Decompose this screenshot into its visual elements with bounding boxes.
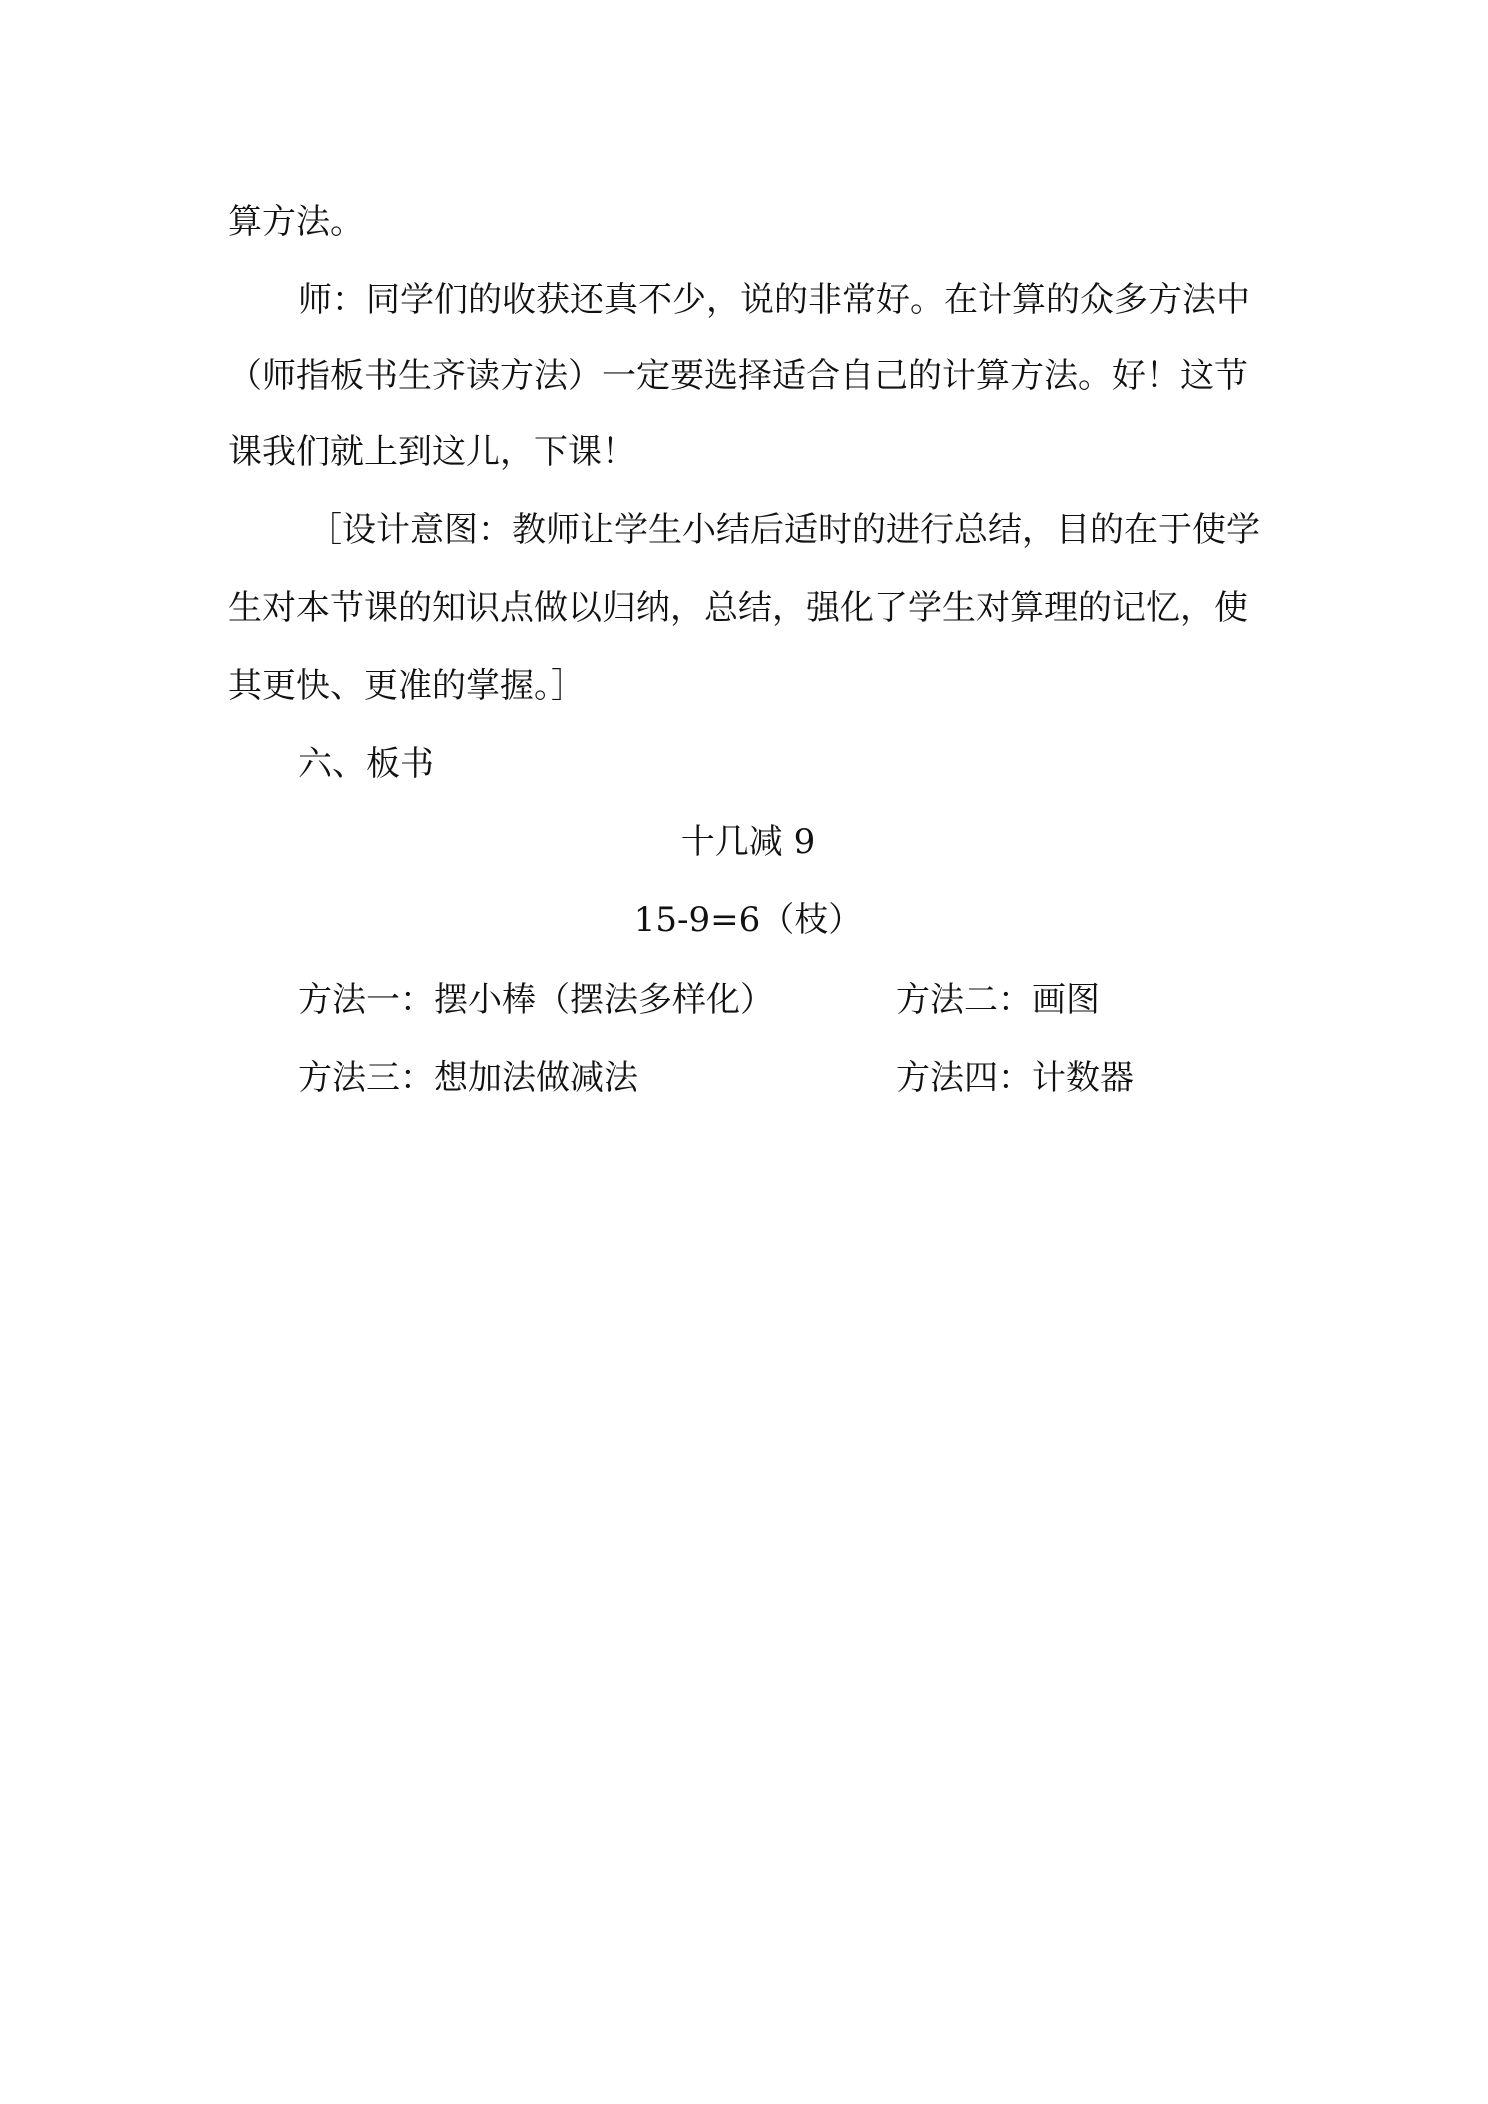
- text-line: 师：同学们的收获还真不少，说的非常好。在计算的众多方法中: [298, 280, 1250, 320]
- text-line: （师指板书生齐读方法）一定要选择适合自己的计算方法。好！这节: [228, 356, 1248, 396]
- section-heading: 六、板书: [298, 744, 434, 784]
- text-line: ［设计意图：教师让学生小结后适时的进行总结，目的在于使学: [308, 510, 1260, 550]
- text-line: 生对本节课的知识点做以归纳，总结，强化了学生对算理的记忆，使: [228, 588, 1248, 628]
- method-four: 方法四：计数器: [896, 1058, 1134, 1098]
- board-equation: 15-9=6（枝）: [633, 900, 863, 940]
- text-line: 其更快、更准的掌握。］: [228, 666, 585, 706]
- text-line: 算方法。: [228, 202, 364, 242]
- board-title: 十几减 9: [680, 822, 816, 862]
- method-one: 方法一：摆小棒（摆法多样化）: [298, 980, 774, 1020]
- method-two: 方法二：画图: [896, 980, 1100, 1020]
- method-three: 方法三：想加法做减法: [298, 1058, 638, 1098]
- text-line: 课我们就上到这儿，下课！: [228, 432, 636, 472]
